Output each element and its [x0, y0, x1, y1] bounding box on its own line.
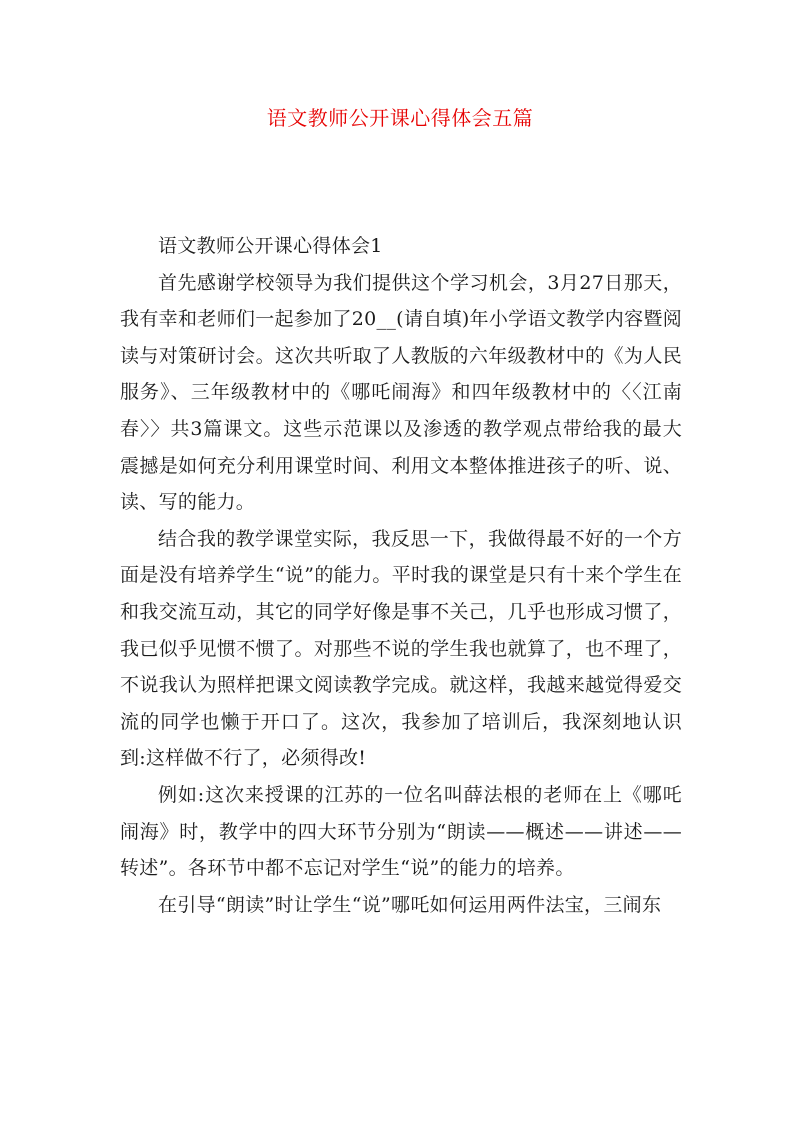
paragraph-1: 首先感谢学校领导为我们提供这个学习机会，3月27日那天，我有幸和老师们一起参加了20__(请自填)年小学语文教学内容暨阅读与对策研讨会。这次共听取了人教版的六年级教材中的《为人民服务》、三年级教材中的《哪吒闹海》和四年级教材中的〈〈江南春〉〉共3篇课文。这些示范课以及渗透的教学观点带给我的最大震撼是如何充分利用课堂时间、利用文本整体推进孩子的听、说、读、写的能力。	[120, 271, 682, 514]
paragraph-3: 例如:这次来授课的江苏的一位名叫薛法根的老师在上《哪吒闹海》时，教学中的四大环节分别为“朗读——概述——讲述——转述”。各环节中都不忘记对学生“说”的能力的培养。	[120, 783, 682, 880]
paragraph-2: 结合我的教学课堂实际，我反思一下，我做得最不好的一个方面是没有培养学生“说”的能力。平时我的课堂是只有十来个学生在和我交流互动，其它的同学好像是事不关己，几乎也形成习惯了，我已似乎见惯不惯了。对那些不说的学生我也就算了，也不理了，不说我认为照样把课文阅读教学完成。就这样，我越来越觉得爱交流的同学也懒于开口了。这次，我参加了培训后，我深刻地认识到:这样做不行了，必须得改!	[120, 527, 682, 770]
document-title: 语文教师公开课心得体会五篇	[266, 106, 534, 130]
paragraph-4: 在引导“朗读”时让学生“说”哪吒如何运用两件法宝，三闹东	[158, 893, 662, 916]
section-heading: 语文教师公开课心得体会1	[158, 235, 383, 257]
document-body	[120, 228, 682, 923]
